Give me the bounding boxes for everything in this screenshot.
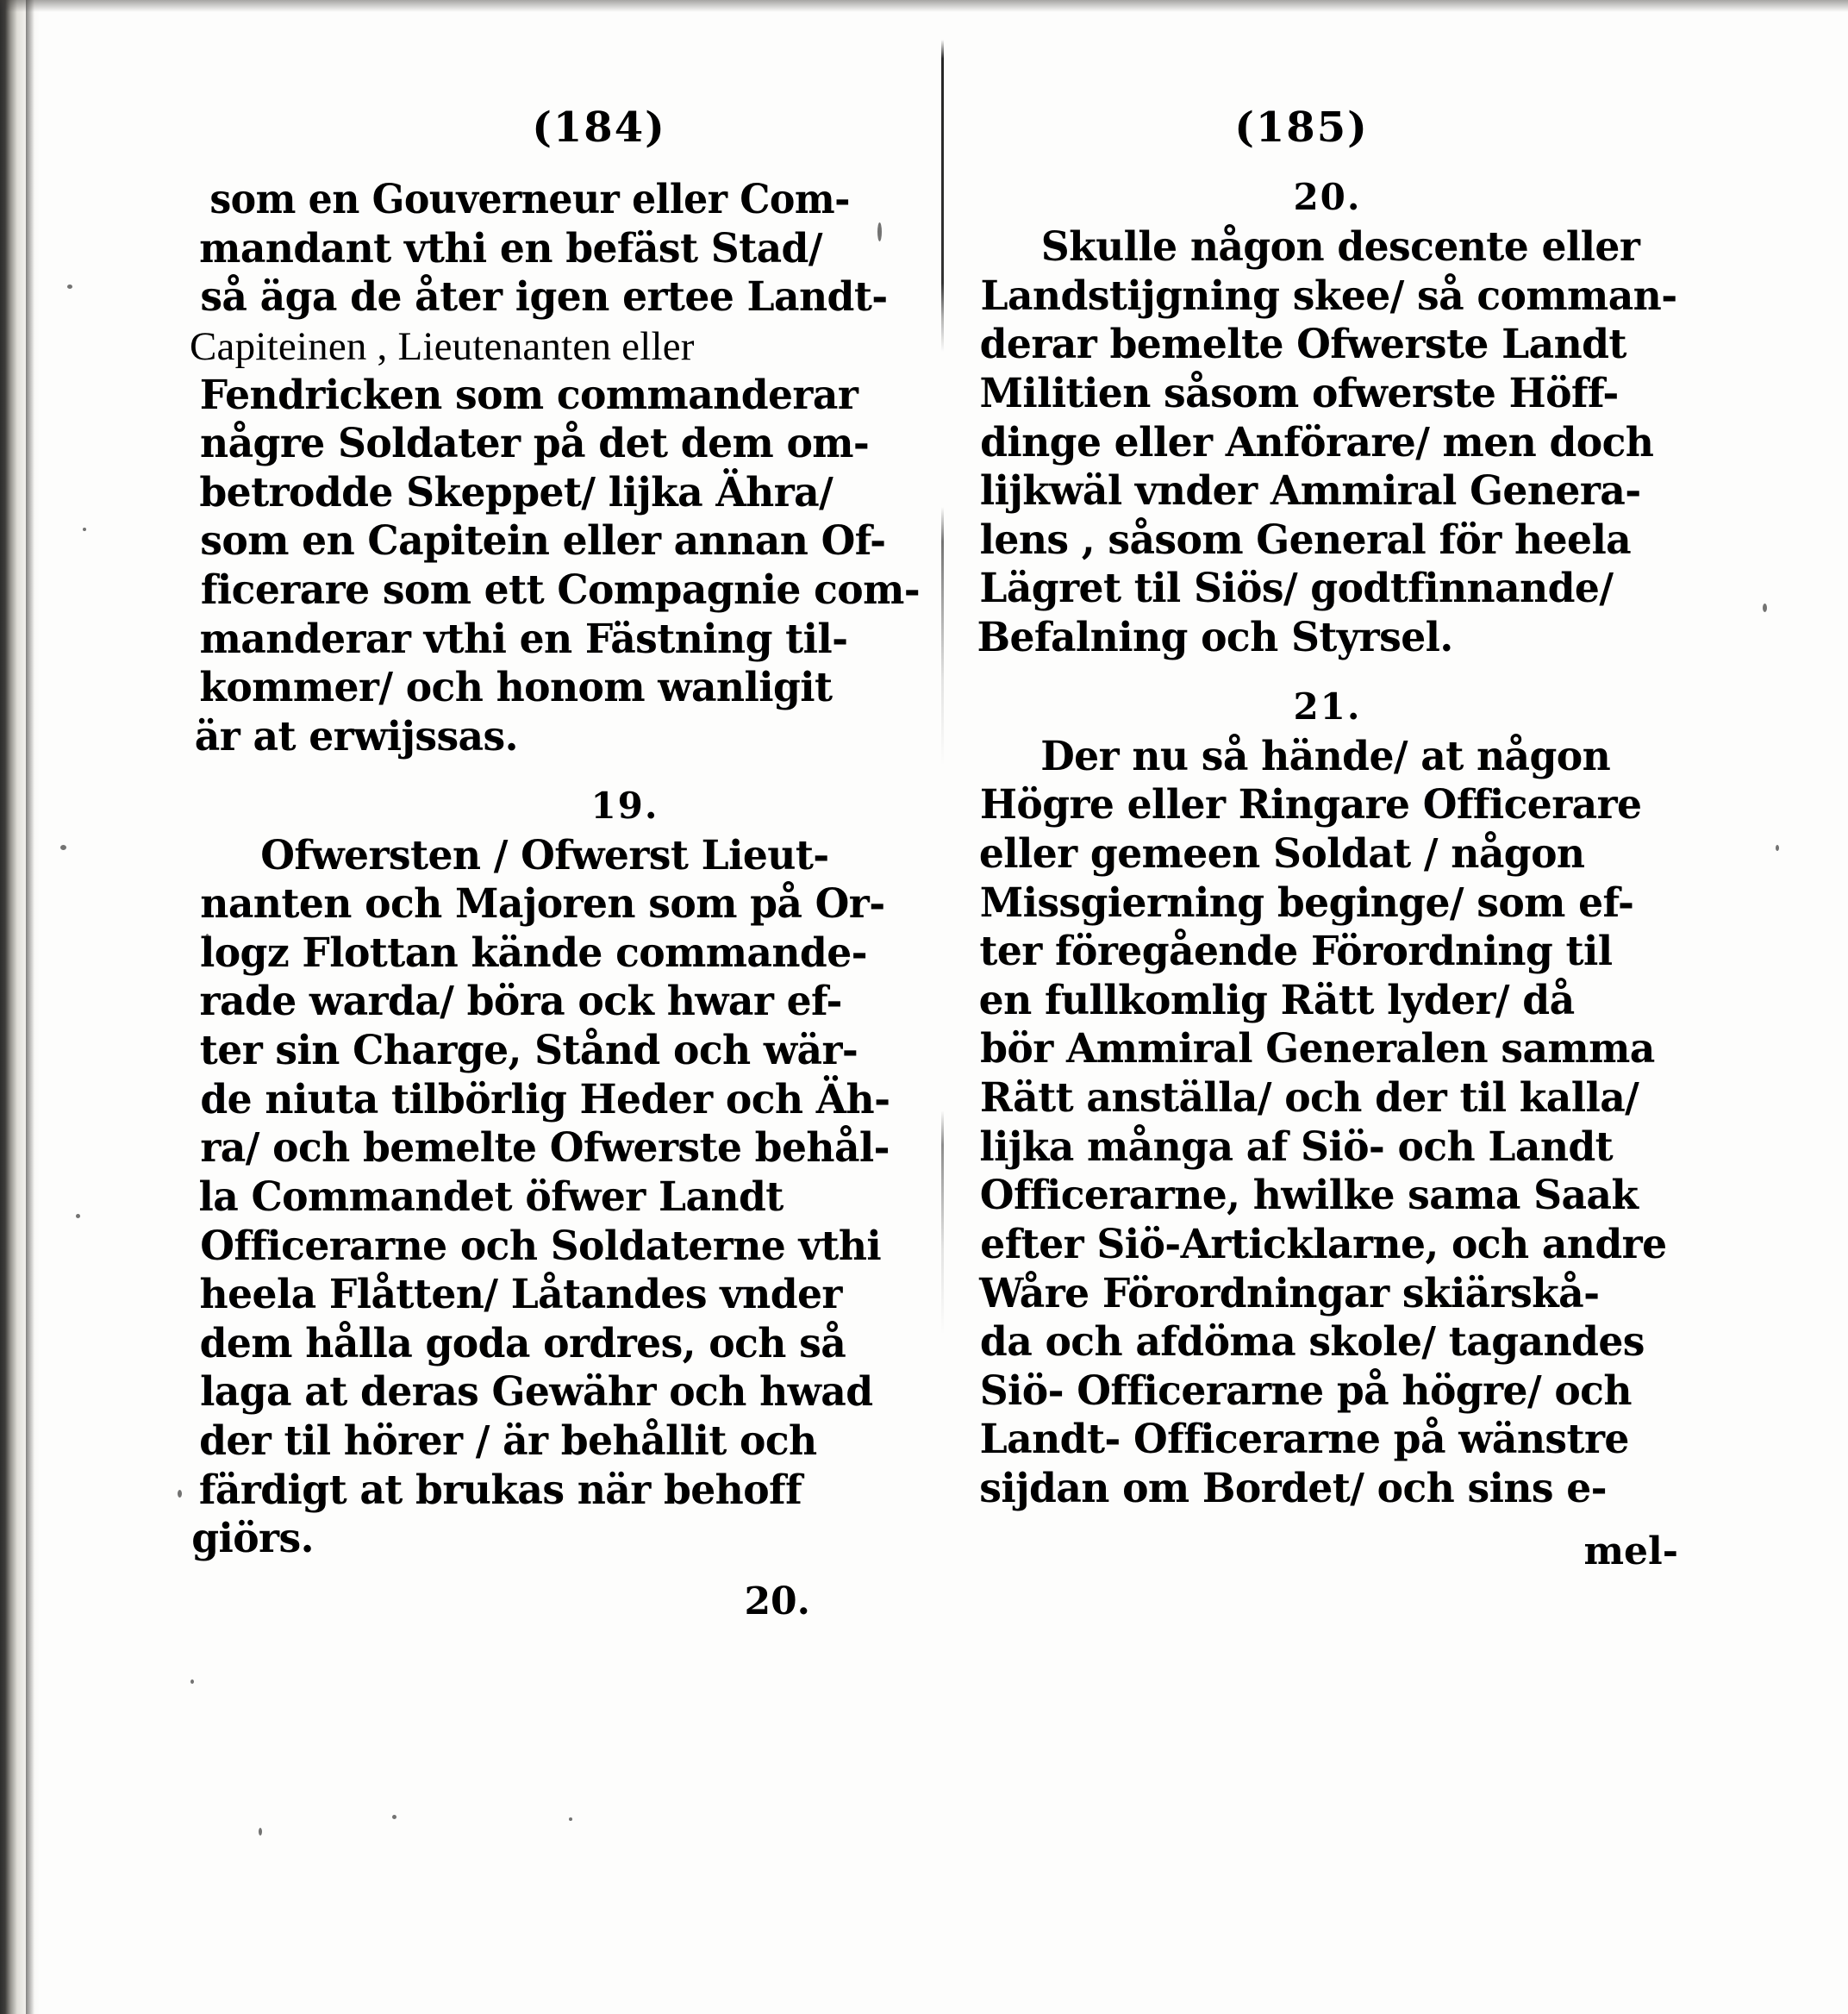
- catchword-right: mel-: [1583, 1529, 1678, 1573]
- text-line: Capiteinen , Lieutenanten eller: [190, 323, 695, 369]
- text-line: lens , såsom General för heela: [979, 516, 1632, 564]
- catchword-left: 20.: [744, 1579, 810, 1623]
- text-line: som en Gouverneur eller Com-: [209, 176, 850, 223]
- text-line: Militien såsom ofwerste Höff-: [979, 369, 1619, 417]
- section-20-body: [970, 223, 1685, 663]
- text-line: en fullkomlig Rätt lyder/ då: [978, 976, 1575, 1024]
- text-line: laga at deras Gewähr och hwad: [200, 1368, 873, 1417]
- text-line: bör Ammiral Generalen samma: [980, 1025, 1655, 1073]
- text-line: Landt- Officerarne på wänstre: [979, 1416, 1629, 1464]
- text-line: Landstijgning skee/ så comman-: [980, 272, 1677, 320]
- section-number-19: 19.: [590, 784, 659, 827]
- section-19-body: [190, 832, 905, 1564]
- text-line: Siö- Officerarne på högre/ och: [979, 1367, 1632, 1415]
- text-line: Rätt anställa/ och der til kalla/: [979, 1074, 1639, 1122]
- right-page-column: [970, 103, 1685, 1573]
- text-line: da och afdöma skole/ tagandes: [979, 1318, 1645, 1367]
- folio-number-right: (185): [1234, 103, 1369, 152]
- text-line: efter Siö-Articklarne, och andre: [980, 1220, 1667, 1268]
- text-line: betrodde Skeppet/ lijka Ähra/: [199, 468, 833, 516]
- text-line: giörs.: [191, 1515, 314, 1563]
- text-line: ter sin Charge, Stånd och wär-: [199, 1027, 858, 1074]
- text-line: eller gemeen Soldat / någon: [978, 829, 1585, 878]
- text-line: lijka många af Siö- och Landt: [979, 1123, 1614, 1171]
- text-line: mandant vthi en befäst Stad/: [199, 224, 822, 272]
- text-line: någre Soldater på det dem om-: [200, 420, 870, 468]
- text-line: ter föregående Förordning til: [979, 928, 1613, 976]
- text-line: de niuta tilbörlig Heder och Äh-: [200, 1075, 890, 1123]
- text-line: heela Flåtten/ Låtandes vnder: [199, 1271, 842, 1319]
- text-line: Officerarne, hwilke sama Saak: [979, 1172, 1639, 1220]
- text-line: Der nu så hände/ at någon: [1040, 732, 1611, 780]
- text-line: Lägret til Siös/ godtfinnande/: [979, 565, 1614, 613]
- text-line: der til hörer / är behållit och: [199, 1417, 817, 1465]
- text-line: så äga de åter igen ertee Landt-: [200, 273, 888, 322]
- text-line: rade warda/ böra ock hwar ef-: [199, 978, 842, 1026]
- text-line: Officerarne och Soldaterne vthi: [200, 1222, 882, 1270]
- text-line: logz Flottan kände commande-: [199, 929, 867, 977]
- text-line: Skulle någon descente eller: [1040, 223, 1640, 271]
- text-line: kommer/ och honom wanligit: [199, 664, 833, 712]
- text-line: som en Capitein eller annan Of-: [200, 517, 886, 566]
- text-line: Wåre Förordningar skiärskå-: [979, 1269, 1600, 1317]
- text-line: sijdan om Bordet/ och sins e-: [979, 1465, 1608, 1512]
- text-line: nanten och Majoren som på Or-: [200, 880, 885, 929]
- text-line: manderar vthi en Fästning til-: [199, 615, 848, 663]
- text-line: Högre eller Ringare Officerare: [979, 781, 1642, 829]
- text-line: Missgierning beginge/ som ef-: [979, 879, 1634, 927]
- left-page-column: [190, 103, 921, 1623]
- text-line: derar bemelte Ofwerste Landt: [979, 321, 1626, 369]
- text-line: är at erwijssas.: [194, 712, 518, 760]
- section-number-21: 21.: [1293, 685, 1362, 728]
- text-line: Befalning och Styrsel.: [977, 614, 1453, 661]
- text-line: ra/ och bemelte Ofwerste behål-: [200, 1124, 890, 1173]
- folio-number-left: (184): [532, 103, 666, 152]
- section-21-body: [970, 733, 1685, 1514]
- text-line: dinge eller Anförare/ men doch: [980, 418, 1654, 466]
- text-line: Ofwersten / Ofwerst Lieut-: [260, 831, 829, 879]
- text-line: dem hålla goda ordres, och så: [199, 1319, 846, 1367]
- text-line: Fendricken som commanderar: [199, 371, 858, 419]
- text-line: lijkwäl vnder Ammiral Genera-: [979, 467, 1641, 516]
- continued-paragraph-left: [190, 176, 921, 762]
- text-line: ficerare som ett Compagnie com-: [200, 566, 921, 614]
- section-number-20: 20.: [1293, 176, 1362, 218]
- text-line: färdigt at brukas när behoff: [198, 1466, 802, 1514]
- text-line: la Commandet öfwer Landt: [198, 1173, 784, 1221]
